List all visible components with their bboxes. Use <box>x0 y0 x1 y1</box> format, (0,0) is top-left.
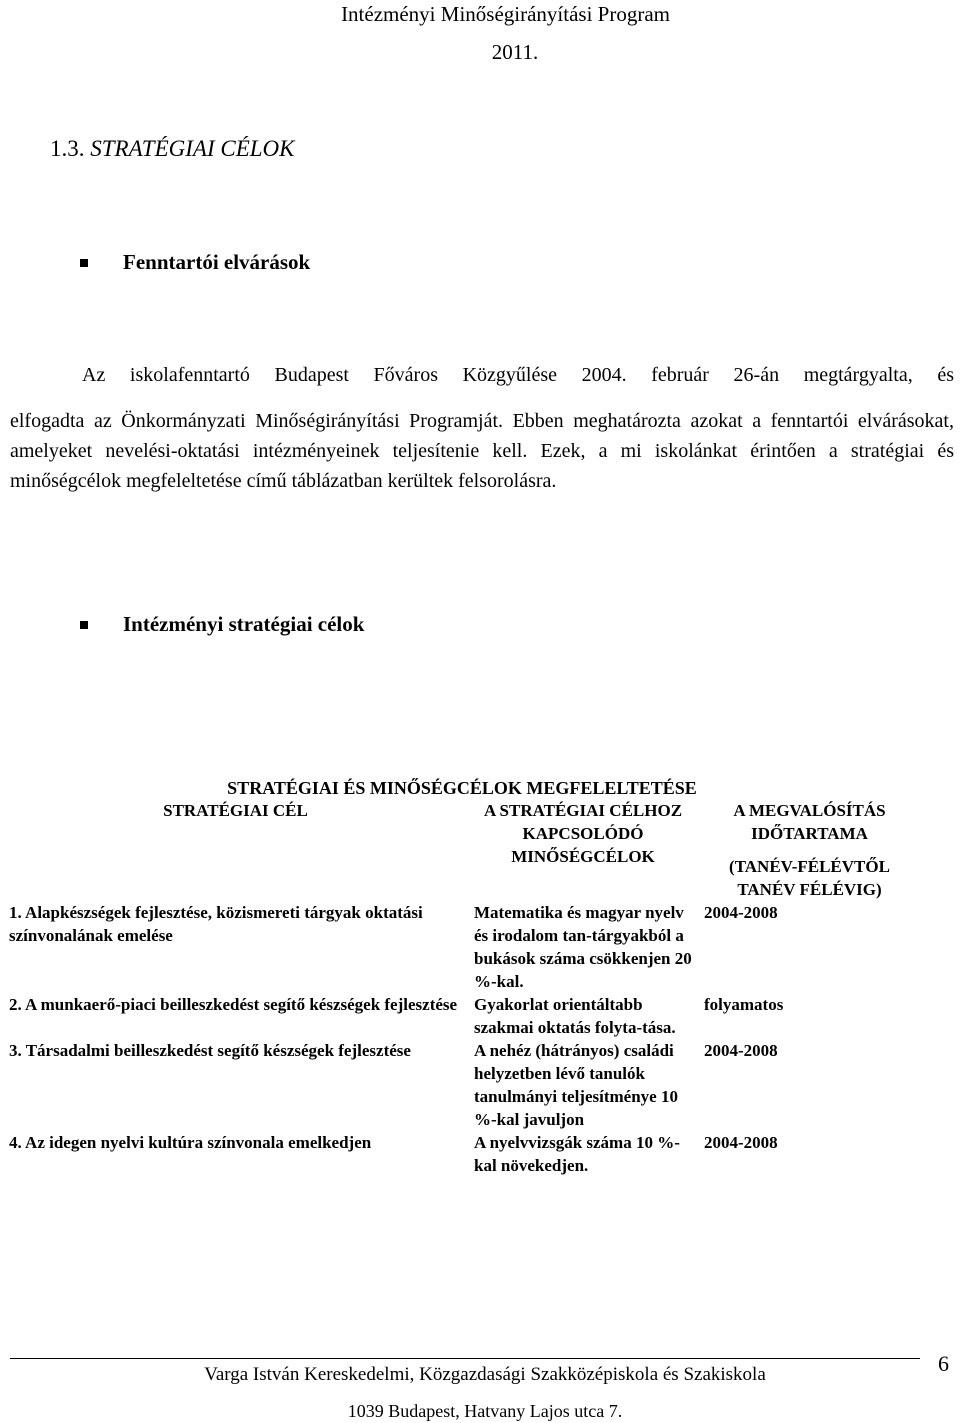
table-row <box>3 993 921 1039</box>
section-number: 1.3. <box>50 136 85 161</box>
header-title: Intézményi Minőségirányítási Program <box>341 2 670 26</box>
col-header-period-sub: (TANÉV-FÉLÉVTŐL TANÉV FÉLÉVIG) <box>729 857 890 899</box>
period-cell: 2004-2008 <box>704 903 778 922</box>
period-cell: 2004-2008 <box>704 1133 778 1152</box>
quality-cell: A nyelvvizsgák száma 10 %-kal növekedjen. <box>474 1133 680 1175</box>
goal-cell: 1. Alapkészségek fejlesztése, közismereti tárgyak oktatási színvonalának emelése <box>9 903 423 945</box>
quality-cell: A nehéz (hátrányos) családi helyzetben lévő tanulók tanulmányi teljesítménye 10 %-kal javuljon <box>474 1041 678 1129</box>
footer-divider <box>10 1358 920 1359</box>
goal-cell: 3. Társadalmi beilleszkedést segítő készségek fejlesztése <box>9 1041 411 1060</box>
bullet-label: Fenntartói elvárások <box>123 250 311 274</box>
bullet-item <box>80 250 310 275</box>
table-title: STRATÉGIAI ÉS MINŐSÉGCÉLOK MEGFELELTETÉSE <box>227 778 697 798</box>
paragraph-rest: elfogadta az Önkormányzati Minőségirányítási Programját. Ebben meghatározta azokat a fenntartói elvárásokat, amelyeket nevelési-oktatási intézményeinek teljesítenie kell. Ezek, a mi iskolánkat érintően a stratégiai és minőségcélok megfeleltetése című táblázatban kerültek felsorolásra. <box>10 410 954 492</box>
square-bullet-icon <box>80 621 88 629</box>
paragraph-first-line: Az iskolafenntartó Budapest Főváros Közgyűlése 2004. február 26-án megtárgyalta, és <box>82 364 954 386</box>
table-row <box>3 1039 921 1131</box>
header-year: 2011. <box>491 40 539 64</box>
bullet-label: Intézményi stratégiai célok <box>123 612 365 636</box>
quality-cell: Gyakorlat orientáltabb szakmai oktatás folyta-tása. <box>474 995 676 1037</box>
goal-cell: 4. Az idegen nyelvi kultúra színvonala emelkedjen <box>9 1133 372 1152</box>
section-title: STRATÉGIAI CÉLOK <box>90 136 295 161</box>
footer-school: Varga István Kereskedelmi, Közgazdasági Szakközépiskola és Szakiskola <box>204 1364 766 1385</box>
table-row <box>3 901 921 993</box>
col-header-period <box>698 799 921 901</box>
col-header-quality: A STRATÉGIAI CÉLHOZ KAPCSOLÓDÓ MINŐSÉGCÉLOK <box>483 801 683 866</box>
quality-cell: Matematika és magyar nyelv és irodalom tan-tárgyakból a bukások száma csökkenjen 20 %-kal. <box>474 903 692 991</box>
footer-address: 1039 Budapest, Hatvany Lajos utca 7. <box>347 1401 623 1421</box>
period-cell: 2004-2008 <box>704 1041 778 1060</box>
body-paragraph <box>10 360 954 496</box>
goal-cell: 2. A munkaerő-piaci beilleszkedést segítő készségek fejlesztése <box>9 995 458 1014</box>
period-cell: folyamatos <box>704 995 784 1014</box>
section-heading <box>50 136 295 162</box>
col-header-goal: STRATÉGIAI CÉL <box>163 801 308 820</box>
bullet-item <box>80 612 364 637</box>
square-bullet-icon <box>80 259 88 267</box>
col-header-period-main: A MEGVALÓSÍTÁS IDŐTARTAMA <box>733 801 886 843</box>
table-header-row <box>3 799 921 901</box>
page-number: 6 <box>938 1351 949 1376</box>
strategy-table <box>3 778 921 1197</box>
table-row <box>3 1131 921 1197</box>
